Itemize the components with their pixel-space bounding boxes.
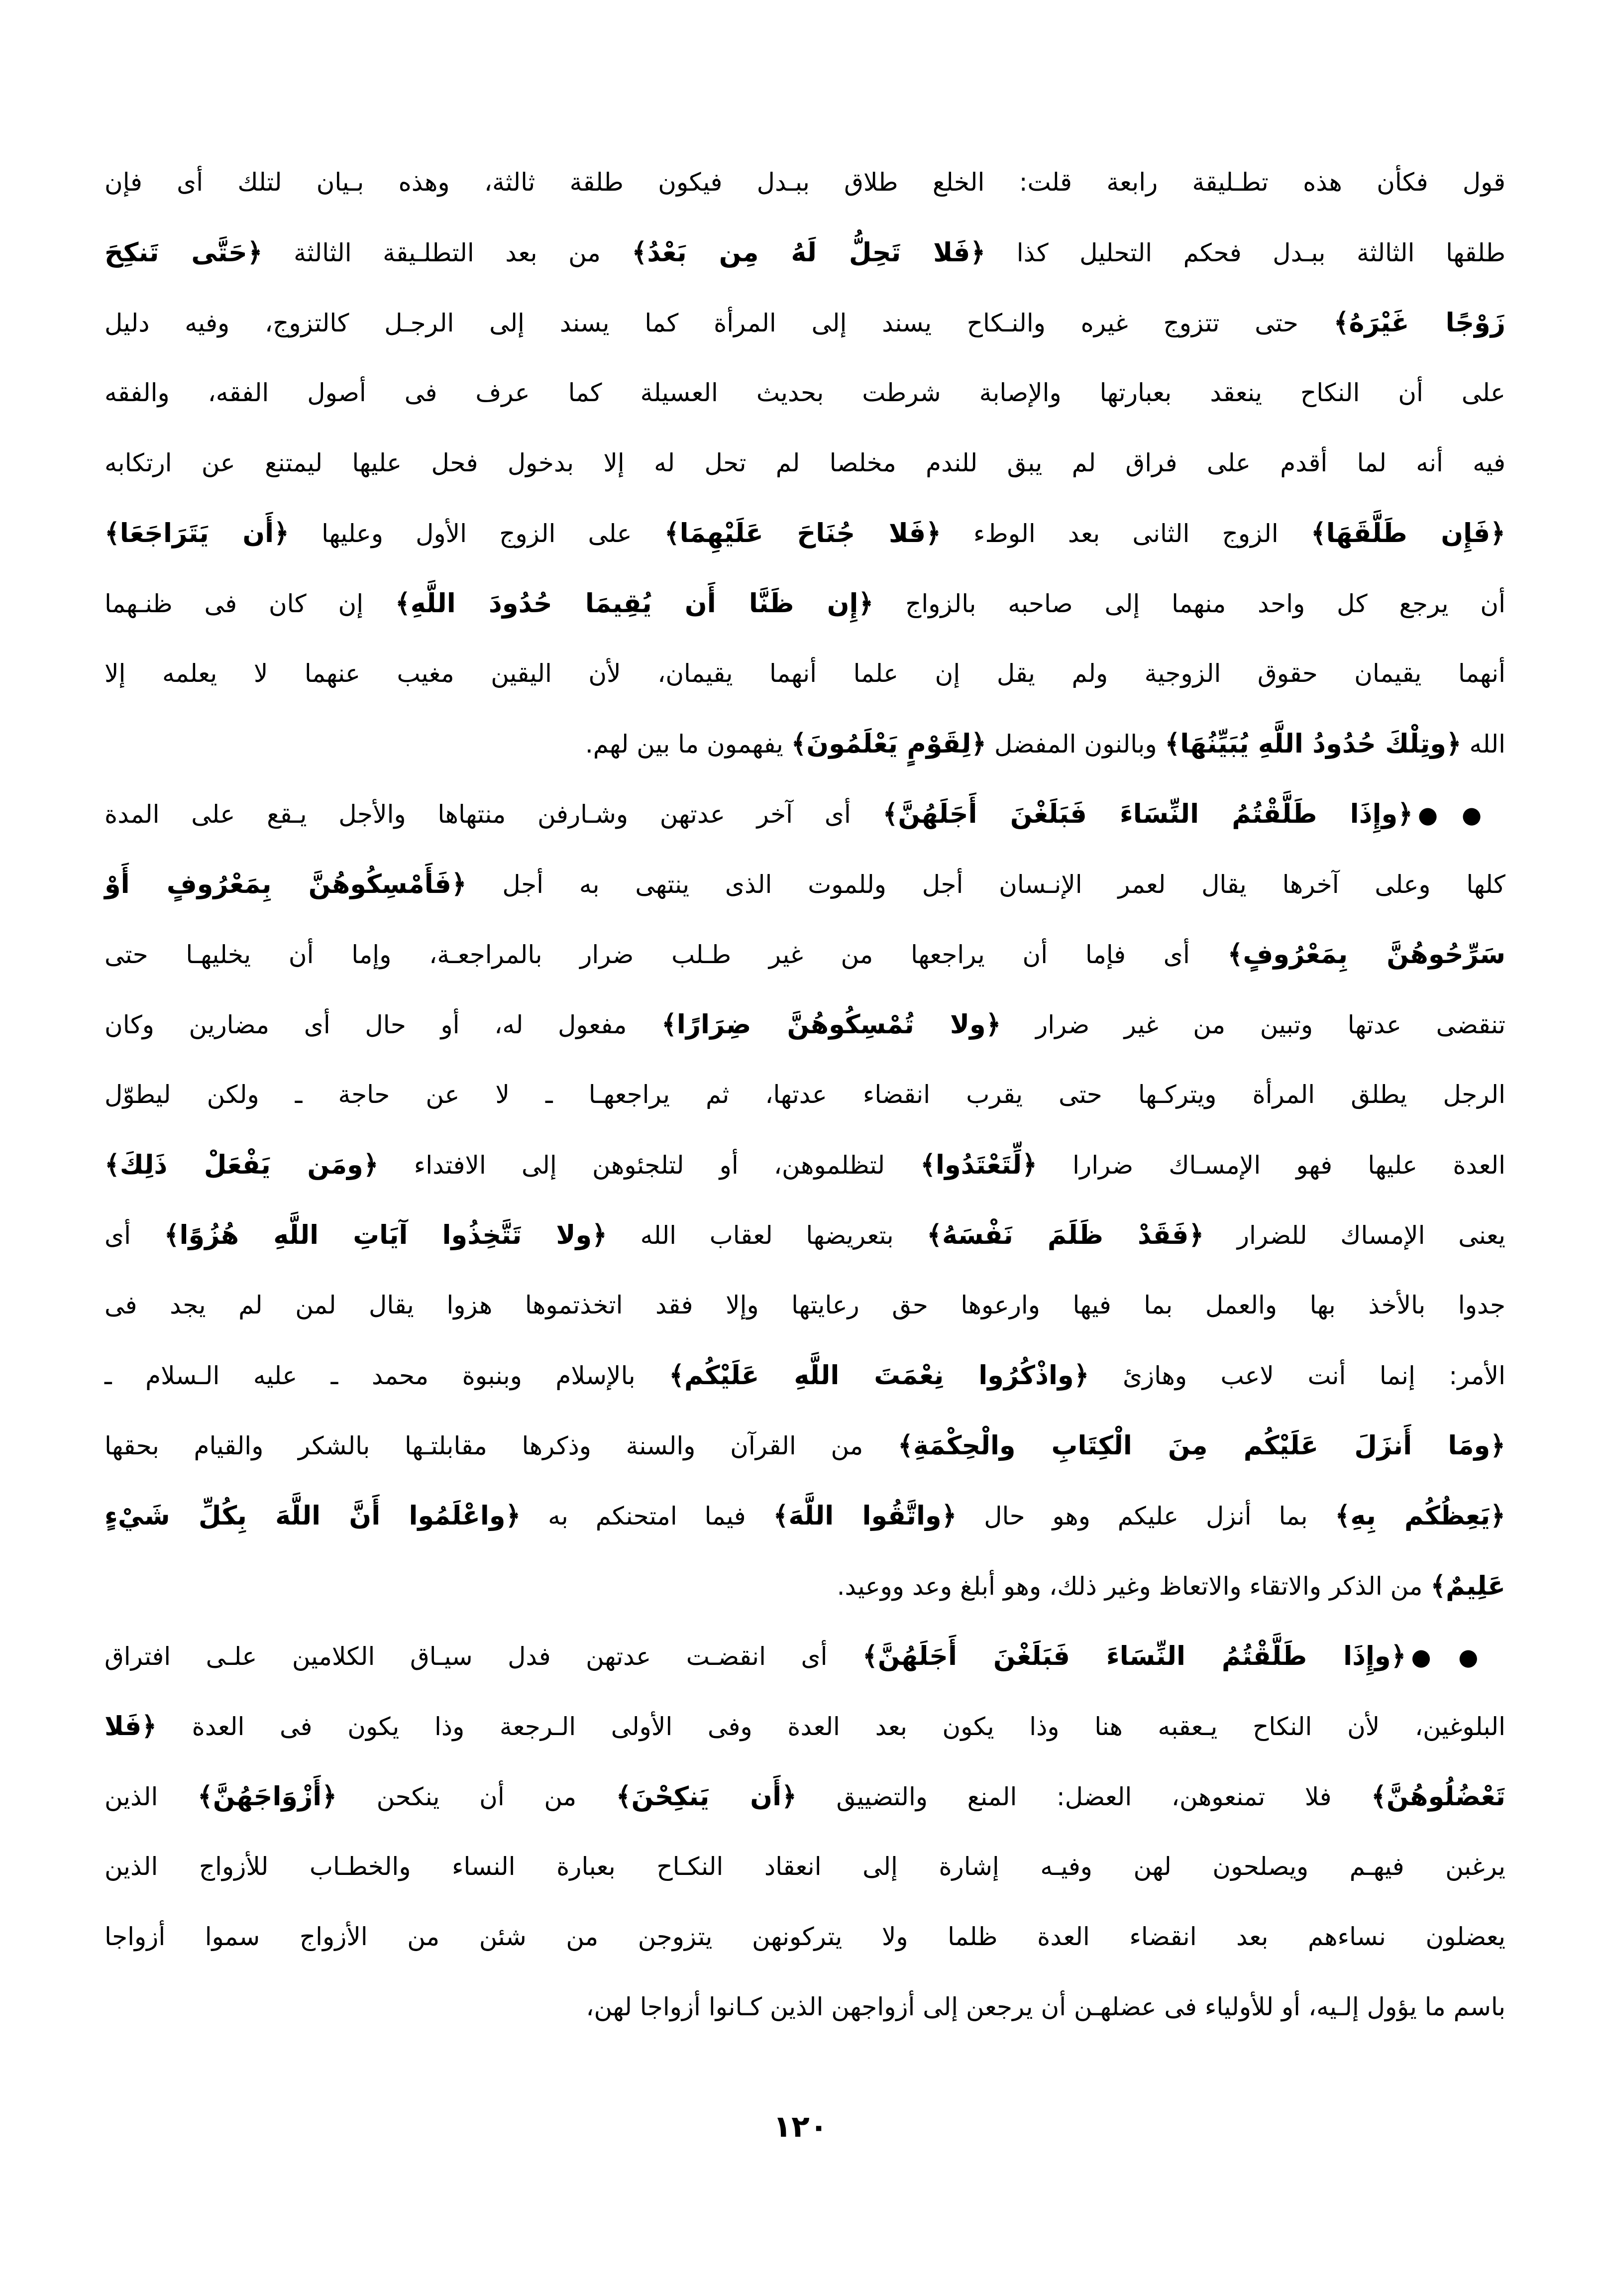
commentary-text: على أن النكاح ينعقد بعبارتها والإصابة شرطت بحديث العسيلة كما عرف فى أصول الفقه، والفقه: [105, 378, 1505, 407]
commentary-text: جدوا بالأخذ بها والعمل بما فيها وارعوها حق رعايتها وإلا فقد اتخذتموها هزوا يقال لمن لم يجد فى: [105, 1291, 1505, 1319]
commentary-text: على الزوج الأول وعليها: [289, 519, 664, 548]
text-line: [105, 1200, 1505, 1270]
quran-quote: ﴿فَلا تَحِلُّ لَهُ مِن بَعْدُ﴾: [632, 237, 986, 268]
text-line: [105, 1340, 1505, 1411]
commentary-text: كلها وعلى آخرها يقال لعمر الإنـسان أجل وللموت الذى ينتهى به أجل: [466, 870, 1505, 899]
text-block: [105, 147, 1505, 2042]
text-line: [105, 1691, 1505, 1761]
commentary-text: أنهما يقيمان حقوق الزوجية ولم يقل إن علما أنهما يقيمان، لأن اليقين مغيب عنهما لا يعلمه إلا: [105, 659, 1505, 688]
commentary-text: يرغبن فيهـم ويصلحون لهن وفيـه إشارة إلى انعقاد النكـاح بعبارة النساء والخطـاب للأزواج الذين: [105, 1852, 1505, 1881]
commentary-text: البلوغين، لأن النكاح يـعقبه هنا وذا يكون بعد العدة وفى الأولى الـرجعة وذا يكون فى العدة: [157, 1712, 1505, 1741]
commentary-text: الأمر: إنما أنت لاعب وهازئ: [1089, 1361, 1505, 1390]
text-line: [105, 428, 1505, 498]
text-line: [105, 919, 1505, 989]
commentary-text: الزوج الثانى بعد الوطء: [941, 519, 1311, 548]
quran-quote: سَرِّحُوهُنَّ بِمَعْرُوفٍ﴾: [1227, 939, 1505, 970]
text-line: [105, 568, 1505, 639]
quran-quote: ﴿ومَن يَفْعَلْ ذَلِكَ﴾: [105, 1150, 379, 1180]
quran-quote: زَوْجًا غَيْرَهُ﴾: [1333, 308, 1506, 338]
text-line: [105, 1130, 1505, 1200]
text-line: [105, 1621, 1505, 1691]
page-number: ١٢٠: [773, 2109, 828, 2144]
quran-quote: ﴿لِّتَعْتَدُوا﴾: [920, 1150, 1037, 1180]
text-line: [105, 218, 1505, 288]
quran-quote: ﴿واعْلَمُوا أَنَّ اللَّهَ بِكُلِّ شَيْءٍ: [105, 1501, 521, 1531]
quran-quote: عَلِيمٌ﴾: [1430, 1571, 1505, 1601]
commentary-text: من القرآن والسنة وذكرها مقابلتـها بالشكر والقيام بحقها: [105, 1431, 898, 1460]
commentary-text: بتعريضها لعقاب الله: [607, 1221, 927, 1250]
commentary-text: لتظلموهن، أو لتلجئوهن إلى الافتداء: [378, 1151, 921, 1180]
quran-quote: ﴿أَن يَتَرَاجَعَا﴾: [105, 518, 289, 548]
commentary-text: فيما امتحنكم به: [521, 1502, 773, 1531]
quran-quote: ﴿وإِذَا طَلَّقْتُمُ النِّسَاءَ فَبَلَغْنَ أَجَلَهُنَّ﴾: [882, 799, 1413, 829]
text-line: [105, 1972, 1505, 2042]
commentary-text: من أن ينكحن: [337, 1782, 616, 1811]
text-line: [105, 1551, 1505, 1621]
quran-quote: ﴿ومَا أَنزَلَ عَلَيْكُم مِنَ الْكِتَابِ والْحِكْمَةِ﴾: [898, 1430, 1505, 1461]
commentary-text: الرجل يطلق المرأة ويتركـها حتى يقرب انقضاء عدتها، ثم يراجعهـا ـ لا عن حاجة ـ ولكن ليطوّل: [105, 1080, 1505, 1109]
commentary-text: أى فإما أن يراجعها من غير طـلب ضرار بالمراجعـة، وإما أن يخليهـا حتى: [105, 940, 1228, 969]
commentary-text: مفعول له، أو حال أى مضارين وكان: [105, 1010, 662, 1039]
quran-quote: ﴿أَن يَنكِحْنَ﴾: [616, 1781, 797, 1812]
text-line: [105, 288, 1505, 358]
quran-quote: ﴿يَعِظُكُم بِهِ﴾: [1335, 1501, 1505, 1531]
quran-quote: ﴿فَأَمْسِكُوهُنَّ بِمَعْرُوفٍ أَوْ: [105, 869, 467, 899]
quran-quote: ﴿فَلا: [105, 1711, 157, 1742]
commentary-text: يعنى الإمساك للضرار: [1204, 1221, 1505, 1250]
text-line: [105, 639, 1505, 709]
commentary-text: وبالنون المفضل: [986, 730, 1165, 759]
text-line: [105, 709, 1505, 779]
text-line: [105, 779, 1505, 849]
text-line: [105, 849, 1505, 919]
text-line: [105, 1411, 1505, 1481]
commentary-text: الله: [1461, 730, 1505, 759]
text-line: [105, 1902, 1505, 1972]
quran-quote: ﴿فَإِن طَلَّقَهَا﴾: [1310, 518, 1505, 548]
text-line: [105, 1481, 1505, 1551]
text-line: [105, 358, 1505, 428]
quran-quote: ﴿ولا تَتَّخِذُوا آيَاتِ اللَّهِ هُزُوًا﴾: [164, 1220, 607, 1250]
quran-quote: ﴿وإِذَا طَلَّقْتُمُ النِّسَاءَ فَبَلَغْنَ أَجَلَهُنَّ﴾: [862, 1641, 1406, 1671]
commentary-text: فلا تمنعوهن، العضل: المنع والتضييق: [796, 1782, 1372, 1811]
text-line: [105, 1761, 1505, 1832]
quran-quote: ﴿أَزْوَاجَهُنَّ﴾: [197, 1781, 337, 1812]
commentary-text: تنقضى عدتها وتبين من غير ضرار: [1001, 1010, 1505, 1039]
paragraph-bullets: ●●: [1417, 801, 1506, 828]
text-line: [105, 1270, 1505, 1340]
commentary-text: أى آخر عدتهن وشـارفن منتهاها والأجل يـقع على المدة: [105, 800, 883, 829]
quran-quote: ﴿ولا تُمْسِكُوهُنَّ ضِرَارًا﴾: [661, 1009, 1001, 1040]
commentary-text: باسم ما يؤول إلـيه، أو للأولياء فى عضلهـن أن يرجعن إلى أزواجهن الذين كـانوا أزواجا لهن،: [586, 1992, 1505, 2021]
quran-quote: ﴿فَلا جُنَاحَ عَلَيْهِمَا﴾: [664, 518, 941, 548]
commentary-text: أى انقضـت عدتهن فدل سيـاق الكلامين علـى افتراق: [105, 1642, 863, 1671]
quran-quote: ﴿إِن ظَنَّا أَن يُقِيمَا حُدُودَ اللَّهِ﴾: [395, 588, 874, 619]
commentary-text: بما أنزل عليكم وهو حال: [957, 1502, 1335, 1531]
quran-quote: ﴿حَتَّى تَنكِحَ: [105, 237, 263, 268]
commentary-text: حتى تتزوج غيره والنـكاح يسند إلى المرأة كما يسند إلى الرجـل كالتزوج، وفيه دليل: [105, 309, 1334, 337]
quran-quote: ﴿واذْكُرُوا نِعْمَتَ اللَّهِ عَلَيْكُم﴾: [669, 1360, 1089, 1391]
text-line: [105, 498, 1505, 568]
paragraph-bullets: ●●: [1411, 1643, 1505, 1670]
quran-quote: ﴿وتِلْكَ حُدُودُ اللَّهِ يُبَيِّنُهَا﴾: [1165, 729, 1462, 759]
text-line: [105, 1832, 1505, 1902]
commentary-text: يعضلون نساءهم بعد انقضاء العدة ظلما ولا يتركونهن يتزوجن من شئن من الأزواج سموا أزواجا: [105, 1922, 1505, 1951]
text-line: [105, 989, 1505, 1060]
quran-quote: ﴿فَقَدْ ظَلَمَ نَفْسَهُ﴾: [927, 1220, 1204, 1250]
commentary-text: فيه أنه لما أقدم على فراق لم يبق للندم مخلصا لم تحل له إلا بدخول فحل عليها ليمتنع عن ارتكابه: [105, 448, 1505, 477]
commentary-text: طلقها الثالثة ببـدل فحكم التحليل كذا: [985, 238, 1505, 267]
commentary-text: قول فكأن هذه تطـليقة رابعة قلت: الخلع طلاق ببـدل فيكون طلقة ثالثة، وهذه بـيان لتلك أى فإن: [105, 168, 1505, 197]
commentary-text: إن كان فى ظنـهما: [105, 589, 395, 618]
commentary-text: من بعد التطلـيقة الثالثة: [262, 238, 632, 267]
commentary-text: من الذكر والاتقاء والاتعاظ وغير ذلك، وهو أبلغ وعد ووعيد.: [837, 1572, 1431, 1601]
commentary-text: أى: [105, 1221, 164, 1250]
commentary-text: بالإسلام وبنبوة محمد ـ عليه الـسلام ـ: [105, 1361, 669, 1390]
text-line: [105, 1060, 1505, 1130]
commentary-text: العدة عليها فهو الإمسـاك ضرارا: [1037, 1151, 1506, 1180]
commentary-text: أن يرجع كل واحد منهما إلى صاحبه بالزواج: [873, 589, 1506, 618]
text-line: [105, 147, 1505, 218]
commentary-text: يفهمون ما بين لهم.: [585, 730, 791, 759]
quran-quote: ﴿لِقَوْمٍ يَعْلَمُونَ﴾: [791, 729, 987, 759]
quran-quote: ﴿واتَّقُوا اللَّهَ﴾: [773, 1501, 957, 1531]
commentary-text: الذين: [105, 1782, 198, 1811]
quran-quote: تَعْضُلُوهُنَّ﴾: [1371, 1781, 1505, 1812]
